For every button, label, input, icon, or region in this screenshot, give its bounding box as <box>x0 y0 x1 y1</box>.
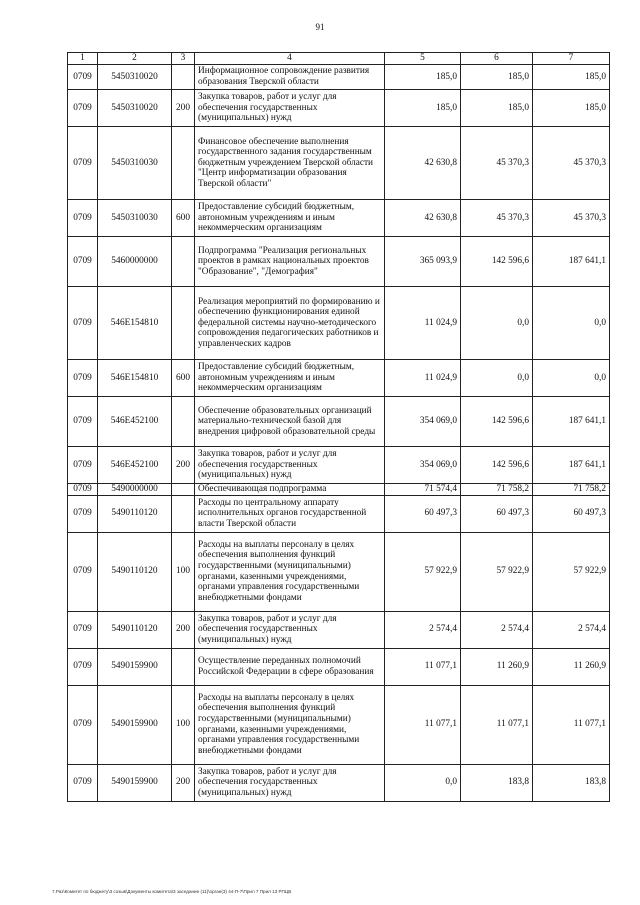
row-target-code: 5450310030 <box>98 127 172 200</box>
table-row <box>68 397 610 447</box>
row-amount-col5: 2 574,4 <box>385 611 461 648</box>
row-amount-col7: 45 370,3 <box>533 200 610 237</box>
row-amount-col7: 183,8 <box>533 764 610 801</box>
row-section-code: 0709 <box>68 397 98 447</box>
row-amount-col6: 60 497,3 <box>461 495 533 532</box>
row-section-code: 0709 <box>68 90 98 127</box>
row-section-code: 0709 <box>68 764 98 801</box>
table-row <box>68 611 610 648</box>
row-section-code: 0709 <box>68 200 98 237</box>
row-target-code: 5490110120 <box>98 611 172 648</box>
row-expense-type <box>172 287 195 360</box>
row-expense-type: 100 <box>172 532 195 611</box>
budget-table <box>67 52 610 802</box>
row-amount-col5: 11 077,1 <box>385 648 461 685</box>
row-amount-col6: 57 922,9 <box>461 532 533 611</box>
row-expense-type: 600 <box>172 200 195 237</box>
row-amount-col5: 11 077,1 <box>385 685 461 764</box>
row-expense-type: 200 <box>172 90 195 127</box>
row-amount-col7: 11 260,9 <box>533 648 610 685</box>
column-header: 2 <box>98 53 172 65</box>
row-amount-col5: 354 069,0 <box>385 447 461 484</box>
row-amount-col7: 187 641,1 <box>533 237 610 287</box>
row-amount-col6: 2 574,4 <box>461 611 533 648</box>
table-row <box>68 287 610 360</box>
row-amount-col5: 60 497,3 <box>385 495 461 532</box>
row-expense-type <box>172 237 195 287</box>
row-section-code: 0709 <box>68 447 98 484</box>
row-amount-col6: 0,0 <box>461 360 533 397</box>
column-header: 4 <box>195 53 385 65</box>
row-amount-col7: 45 370,3 <box>533 127 610 200</box>
table-row <box>68 200 610 237</box>
row-section-code: 0709 <box>68 287 98 360</box>
row-amount-col6: 11 260,9 <box>461 648 533 685</box>
row-amount-col7: 71 758,2 <box>533 484 610 496</box>
table-row <box>68 447 610 484</box>
row-amount-col5: 354 069,0 <box>385 397 461 447</box>
row-amount-col7: 0,0 <box>533 360 610 397</box>
row-name: Закупка товаров, работ и услуг для обеспечения государственных (муниципальных) нужд <box>195 90 385 127</box>
table-row <box>68 495 610 532</box>
row-amount-col5: 11 024,9 <box>385 287 461 360</box>
row-name: Реализация мероприятий по формированию и обеспечению функционирования единой федеральной системы научно-методического сопровождения педагогических работников и управленческих кадров <box>195 287 385 360</box>
row-target-code: 5450310030 <box>98 200 172 237</box>
row-amount-col5: 185,0 <box>385 65 461 90</box>
row-expense-type: 200 <box>172 447 195 484</box>
row-target-code: 5490159900 <box>98 685 172 764</box>
row-section-code: 0709 <box>68 495 98 532</box>
column-header: 6 <box>461 53 533 65</box>
row-name: Финансовое обеспечение выполнения государственного задания государственным бюджетным учреждением Тверской области "Центр информатизации образования Тверской области" <box>195 127 385 200</box>
document-footer-path: 7.Раз\Комитет по бюджету\3 созыв\Документы комитета\3 заседание (11)\орган(3) 44-П-7\Прил 7 Прил 13 РПЦВ <box>52 889 292 894</box>
row-expense-type <box>172 484 195 496</box>
row-amount-col7: 0,0 <box>533 287 610 360</box>
row-amount-col7: 57 922,9 <box>533 532 610 611</box>
row-amount-col6: 11 077,1 <box>461 685 533 764</box>
row-expense-type: 200 <box>172 611 195 648</box>
row-section-code: 0709 <box>68 648 98 685</box>
row-amount-col5: 71 574,4 <box>385 484 461 496</box>
row-target-code: 546E154810 <box>98 287 172 360</box>
table-row <box>68 532 610 611</box>
row-amount-col5: 11 024,9 <box>385 360 461 397</box>
row-target-code: 5450310020 <box>98 90 172 127</box>
row-name: Обеспечение образовательных организаций материально-технической базой для внедрения цифровой образовательной среды <box>195 397 385 447</box>
row-name: Закупка товаров, работ и услуг для обеспечения государственных (муниципальных) нужд <box>195 764 385 801</box>
row-amount-col7: 2 574,4 <box>533 611 610 648</box>
row-target-code: 5490159900 <box>98 764 172 801</box>
row-amount-col5: 42 630,8 <box>385 127 461 200</box>
row-amount-col7: 60 497,3 <box>533 495 610 532</box>
row-expense-type <box>172 127 195 200</box>
column-header: 7 <box>533 53 610 65</box>
row-amount-col7: 185,0 <box>533 90 610 127</box>
row-amount-col5: 57 922,9 <box>385 532 461 611</box>
row-amount-col6: 45 370,3 <box>461 200 533 237</box>
row-amount-col5: 365 093,9 <box>385 237 461 287</box>
row-name: Предоставление субсидий бюджетным, автономным учреждениям и иным некоммерческим организациям <box>195 360 385 397</box>
row-section-code: 0709 <box>68 237 98 287</box>
row-expense-type: 600 <box>172 360 195 397</box>
table-row <box>68 360 610 397</box>
row-amount-col6: 142 596,6 <box>461 447 533 484</box>
table-row <box>68 484 610 496</box>
table-row <box>68 764 610 801</box>
row-target-code: 5450310020 <box>98 65 172 90</box>
table-row <box>68 648 610 685</box>
row-target-code: 5490110120 <box>98 495 172 532</box>
row-section-code: 0709 <box>68 611 98 648</box>
row-expense-type: 200 <box>172 764 195 801</box>
row-name: Осуществление переданных полномочий Российской Федерации в сфере образования <box>195 648 385 685</box>
row-amount-col6: 185,0 <box>461 65 533 90</box>
row-amount-col5: 42 630,8 <box>385 200 461 237</box>
row-section-code: 0709 <box>68 685 98 764</box>
row-name: Подпрограмма "Реализация региональных проектов в рамках национальных проектов "Образование", "Демография" <box>195 237 385 287</box>
table-row <box>68 90 610 127</box>
table-row <box>68 237 610 287</box>
column-header: 3 <box>172 53 195 65</box>
row-target-code: 546E452100 <box>98 447 172 484</box>
row-name: Расходы по центральному аппарату исполнительных органов государственной власти Тверской области <box>195 495 385 532</box>
row-amount-col7: 11 077,1 <box>533 685 610 764</box>
row-name: Расходы на выплаты персоналу в целях обеспечения выполнения функций государственными (муниципальными) органами, казенными учреждениями, органами управления государственными внебюджетными фондами <box>195 532 385 611</box>
row-section-code: 0709 <box>68 127 98 200</box>
table-header-row <box>68 53 610 65</box>
row-expense-type: 100 <box>172 685 195 764</box>
table-row <box>68 127 610 200</box>
row-name: Информационное сопровождение развития образования Тверской области <box>195 65 385 90</box>
row-expense-type <box>172 65 195 90</box>
row-amount-col5: 185,0 <box>385 90 461 127</box>
column-header: 5 <box>385 53 461 65</box>
row-target-code: 5460000000 <box>98 237 172 287</box>
row-amount-col6: 142 596,6 <box>461 237 533 287</box>
row-target-code: 546E154810 <box>98 360 172 397</box>
row-expense-type <box>172 648 195 685</box>
row-name: Предоставление субсидий бюджетным, автономным учреждениям и иным некоммерческим организациям <box>195 200 385 237</box>
row-name: Закупка товаров, работ и услуг для обеспечения государственных (муниципальных) нужд <box>195 447 385 484</box>
row-amount-col7: 187 641,1 <box>533 397 610 447</box>
column-header: 1 <box>68 53 98 65</box>
row-name: Закупка товаров, работ и услуг для обеспечения государственных (муниципальных) нужд <box>195 611 385 648</box>
row-expense-type <box>172 495 195 532</box>
row-section-code: 0709 <box>68 360 98 397</box>
row-amount-col6: 45 370,3 <box>461 127 533 200</box>
page-number: 91 <box>315 22 325 32</box>
row-amount-col6: 183,8 <box>461 764 533 801</box>
row-amount-col6: 185,0 <box>461 90 533 127</box>
row-target-code: 546E452100 <box>98 397 172 447</box>
table-row <box>68 65 610 90</box>
row-target-code: 5490000000 <box>98 484 172 496</box>
row-section-code: 0709 <box>68 65 98 90</box>
row-amount-col7: 187 641,1 <box>533 447 610 484</box>
row-amount-col6: 0,0 <box>461 287 533 360</box>
row-amount-col6: 142 596,6 <box>461 397 533 447</box>
row-amount-col5: 0,0 <box>385 764 461 801</box>
row-name: Расходы на выплаты персоналу в целях обеспечения выполнения функций государственными (муниципальными) органами, казенными учреждениями, органами управления государственными внебюджетными фондами <box>195 685 385 764</box>
row-target-code: 5490159900 <box>98 648 172 685</box>
row-amount-col7: 185,0 <box>533 65 610 90</box>
row-expense-type <box>172 397 195 447</box>
table-row <box>68 685 610 764</box>
row-section-code: 0709 <box>68 532 98 611</box>
row-name: Обеспечивающая подпрограмма <box>195 484 385 496</box>
row-amount-col6: 71 758,2 <box>461 484 533 496</box>
row-section-code: 0709 <box>68 484 98 496</box>
row-target-code: 5490110120 <box>98 532 172 611</box>
